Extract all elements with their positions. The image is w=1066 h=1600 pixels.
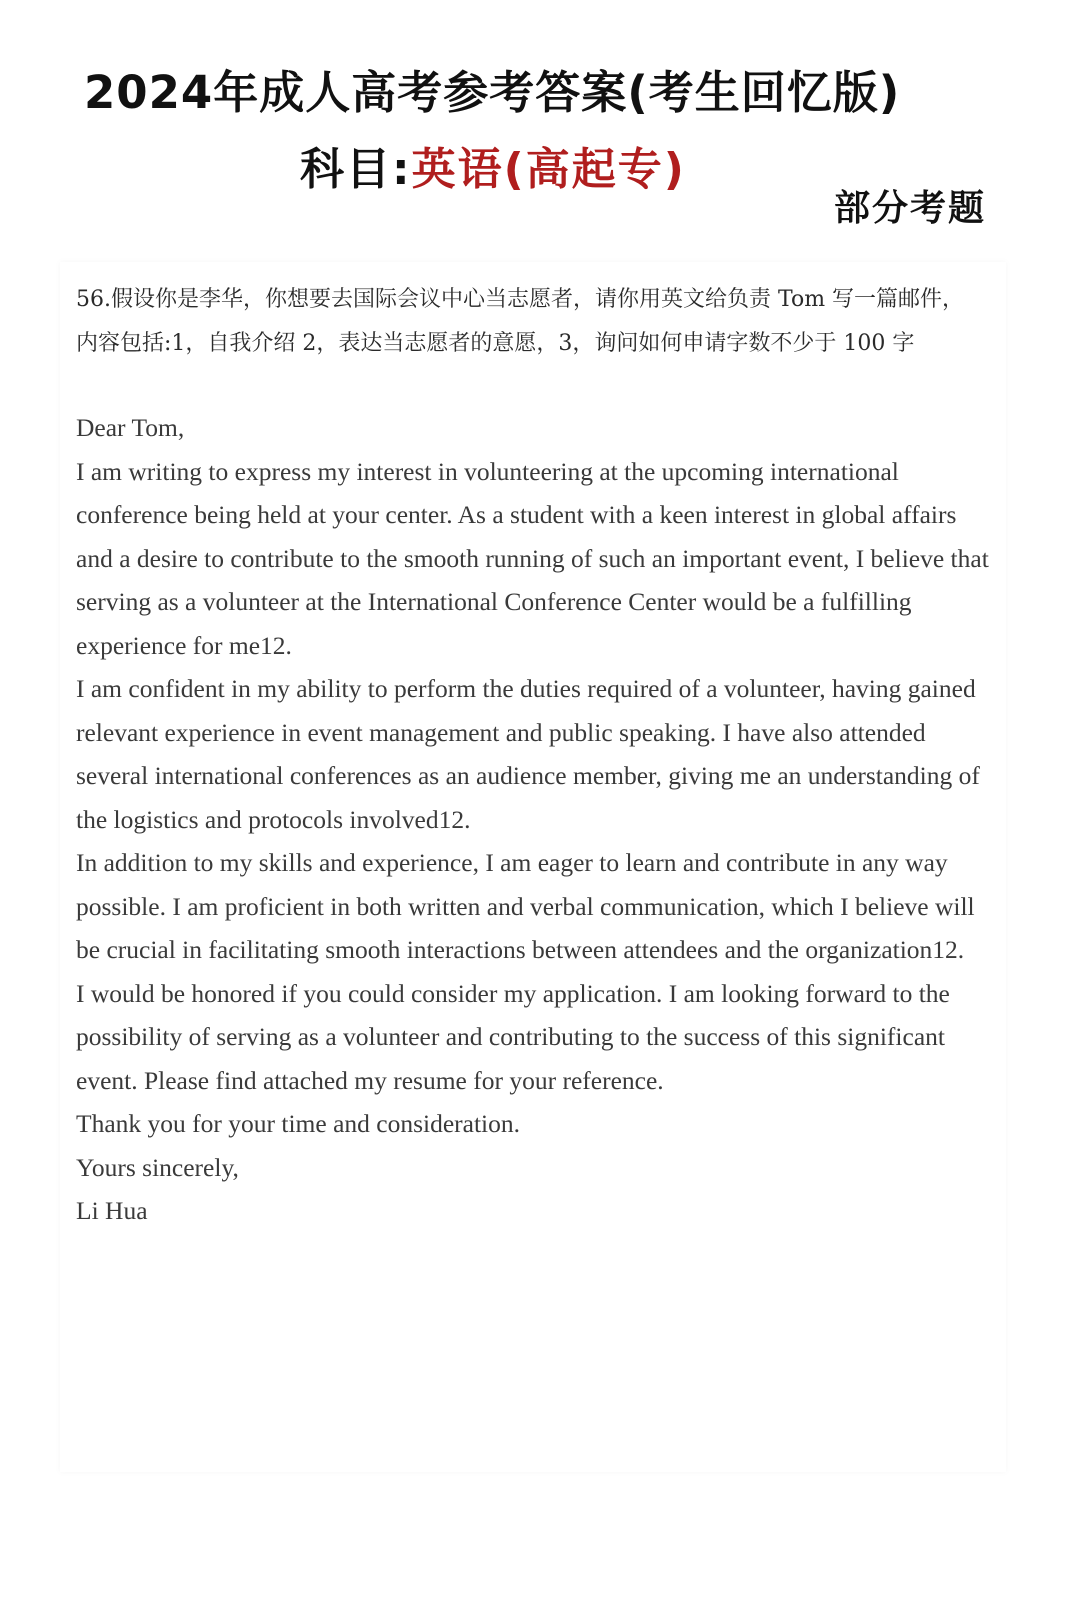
letter-closing: Yours sincerely, xyxy=(76,1152,239,1182)
sample-letter xyxy=(76,406,996,1233)
subject-value: 英语(高起专) xyxy=(411,144,686,195)
letter-greeting: Dear Tom, xyxy=(76,413,185,442)
page-title: 2024年成人高考参考答案(考生回忆版) xyxy=(84,66,901,119)
letter-paragraph: In addition to my skills and experience, I am eager to learn and contribute in any way possible. I am proficient in both written and verbal communication, which I believe will be crucial in facilitating smooth interactions between attendees and the organization12. xyxy=(76,848,975,964)
letter-paragraph: I would be honored if you could consider my application. I am looking forward to the possibility of serving as a volunteer and contributing to the success of this significant event. Please find attached my resume for your reference. xyxy=(76,978,950,1095)
subject-label: 科目: xyxy=(300,144,412,195)
letter-paragraph: I am writing to express my interest in volunteering at the upcoming international conference being held at your center. As a student with a keen interest in global affairs and a desire to contribute to the smooth running of such an important event, I believe that serving as a volunteer at the International Conference Center would be a fulfilling experience for me12. xyxy=(76,456,989,660)
letter-signature: Li Hua xyxy=(76,1196,148,1225)
partial-questions-note: 部分考题 xyxy=(833,188,986,229)
subject-line xyxy=(300,133,686,197)
letter-thanks: Thank you for your time and consideration. xyxy=(76,1109,521,1138)
header-banner xyxy=(0,0,1066,260)
letter-paragraph: I am confident in my ability to perform the duties required of a volunteer, having gained relevant experience in event management and public speaking. I have also attended several international conferences as an audience member, giving me an understanding of the logistics and protocols involved12. xyxy=(76,674,980,834)
question-prompt: 56.假设你是李华，你想要去国际会议中心当志愿者，请你用英文给负责 Tom 写一篇邮件，内容包括:1，自我介绍 2，表达当志愿者的意愿，3，询问如何申请字数不少于 100 字 xyxy=(76,287,965,356)
